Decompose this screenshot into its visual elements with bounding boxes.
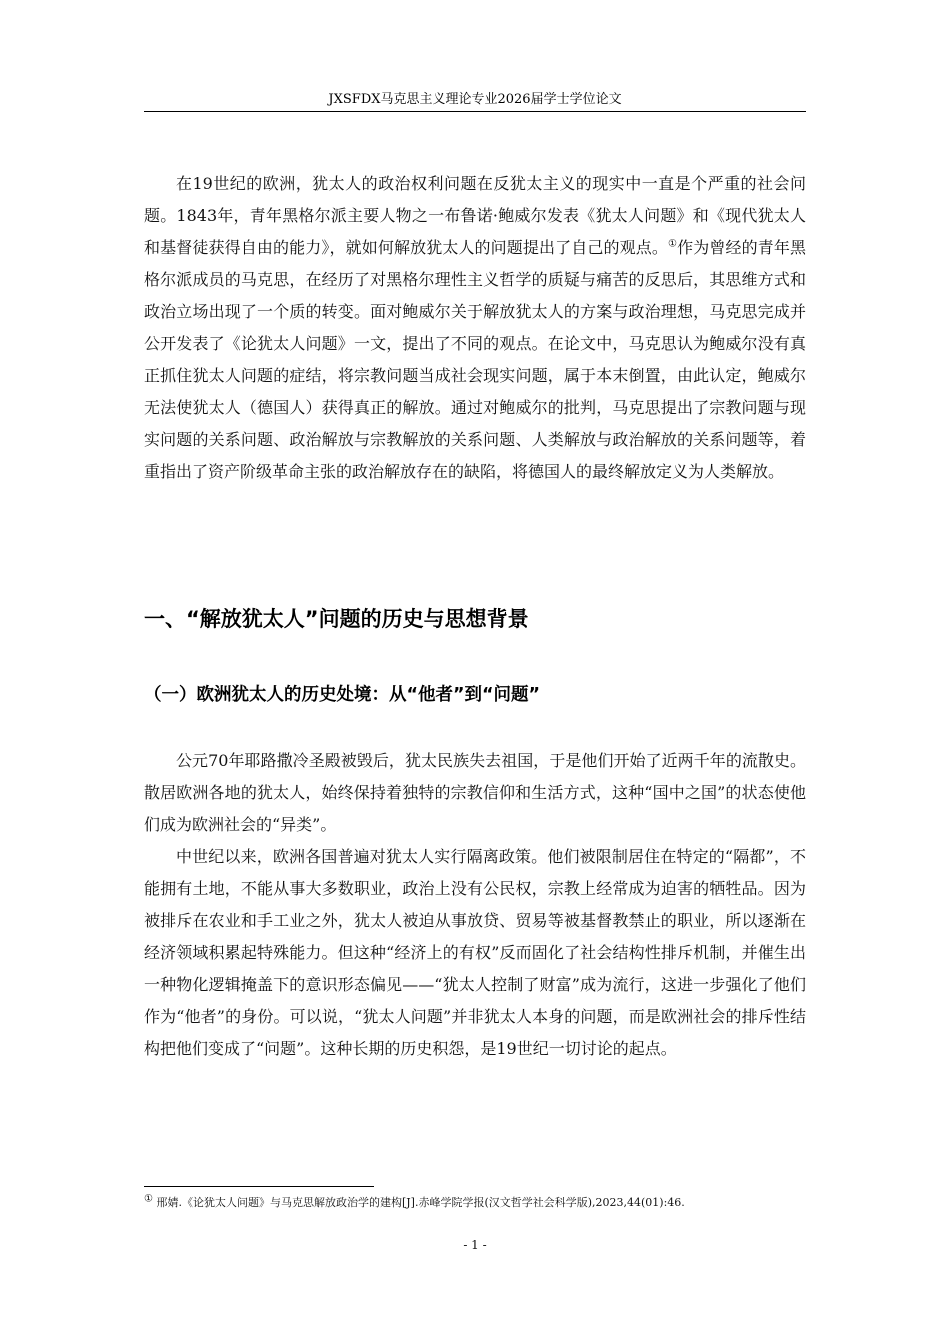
footnote-marker: ① [144,1193,153,1205]
section-heading: 一、“解放犹太人”问题的历史与思想背景 [144,607,529,631]
subsection-heading: （一）欧洲犹太人的历史处境：从“他者”到“问题” [144,685,541,705]
body-paragraph: 中世纪以来，欧洲各国普遍对犹太人实行隔离政策。他们被限制居住在特定的“隔都”，不能拥有土地，不能从事大多数职业，政治上没有公民权，宗教上经常成为迫害的牺牲品。因为被排斥在农业和手工业之外，犹太人被迫从事放贷、贸易等被基督教禁止的职业，所以逐渐在经济领域积累起特殊能力。但这种“经济上的有权”反而固化了社会结构性排斥机制，并催生出一种物化逻辑掩盖下的意识形态偏见——“犹太人控制了财富”成为流行，这进一步强化了他们作为“他者”的身份。可以说，“犹太人问题”并非犹太人本身的问题，而是欧洲社会的排斥性结构把他们变成了“问题”。这种长期的历史积怨，是19世纪一切讨论的起点。 [144,847,806,1058]
intro-paragraph [144,168,806,488]
intro-text-part2: 作为曾经的青年黑格尔派成员的马克思，在经历了对黑格尔理性主义哲学的质疑与痛苦的反思后，其思维方式和政治立场出现了一个质的转变。面对鲍威尔关于解放犹太人的方案与政治理想，马克思完成并公开发表了《论犹太人问题》一文，提出了不同的观点。在论文中，马克思认为鲍威尔没有真正抓住犹太人问题的症结，将宗教问题当成社会现实问题，属于本末倒置，由此认定，鲍威尔无法使犹太人（德国人）获得真正的解放。通过对鲍威尔的批判，马克思提出了宗教问题与现实问题的关系问题、政治解放与宗教解放的关系问题、人类解放与政治解放的关系问题等，着重指出了资产阶级革命主张的政治解放存在的缺陷，将德国人的最终解放定义为人类解放。 [144,238,806,481]
subsection-body [144,745,806,1065]
header-rule [144,111,806,112]
footnote [144,1193,734,1212]
running-header: JXSFDX马克思主义理论专业2026届学士学位论文 [328,92,622,107]
page-number: - 1 - [463,1238,487,1252]
intro-section [144,168,806,488]
footnote-rule [144,1186,374,1187]
footnote-text: 邢婧.《论犹太人问题》与马克思解放政治学的建构[J].赤峰学院学报(汉文哲学社会科学版),2023,44(01):46. [156,1196,685,1209]
body-paragraph: 公元70年耶路撒冷圣殿被毁后，犹太民族失去祖国，于是他们开始了近两千年的流散史。散居欧洲各地的犹太人，始终保持着独特的宗教信仰和生活方式，这种“国中之国”的状态使他们成为欧洲社会的“异类”。 [144,751,806,834]
footnote-reference[interactable]: ① [668,238,678,250]
intro-text-part1: 在19世纪的欧洲，犹太人的政治权利问题在反犹太主义的现实中一直是个严重的社会问题。1843年，青年黑格尔派主要人物之一布鲁诺·鲍威尔发表《犹太人问题》和《现代犹太人和基督徒获得自由的能力》，就如何解放犹太人的问题提出了自己的观点。 [144,174,806,257]
